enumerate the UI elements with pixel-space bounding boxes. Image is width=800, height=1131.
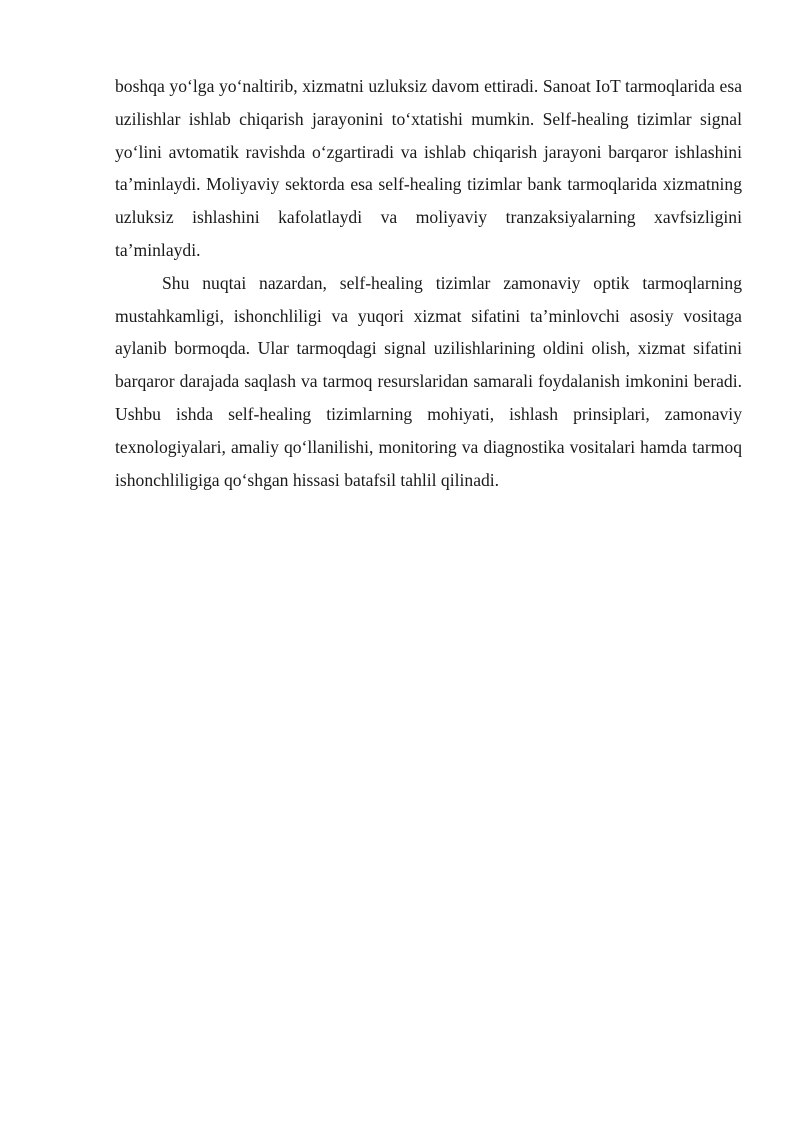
paragraph-conclusion: Shu nuqtai nazardan, self-healing tizimlar zamonaviy optik tarmoqlarning mustahkamligi, ishonchliligi va yuqori xizmat sifatini ta’minlovchi asosiy vositaga aylanib bormoqda. Ular tarmoqdagi signal uzilishlarining oldini olish, xizmat sifatini barqaror darajada saqlash va tarmoq resurslaridan samarali foydalanish imkonini beradi. Ushbu ishda self-healing tizimlarning mohiyati, ishlash prinsiplari, zamonaviy texnologiyalari, amaliy qo‘llanilishi, monitoring va diagnostika vositalari hamda tarmoq ishonchliligiga qo‘shgan hissasi batafsil tahlil qilinadi. — [115, 272, 742, 490]
document-body — [115, 70, 742, 496]
paragraph-continuation: boshqa yo‘lga yo‘naltirib, xizmatni uzluksiz davom ettiradi. Sanoat IoT tarmoqlarida esa uzilishlar ishlab chiqarish jarayonini to‘xtatishi mumkin. Self-healing tizimlar signal yo‘lini avtomatik ravishda o‘zgartiradi va ishlab chiqarish jarayoni barqaror ishlashini ta’minlaydi. Moliyaviy sektorda esa self-healing tizimlar bank tarmoqlarida xizmatning uzluksiz ishlashini kafolatlaydi va moliyaviy tranzaksiyalarning xavfsizligini ta’minlaydi. — [115, 76, 742, 260]
